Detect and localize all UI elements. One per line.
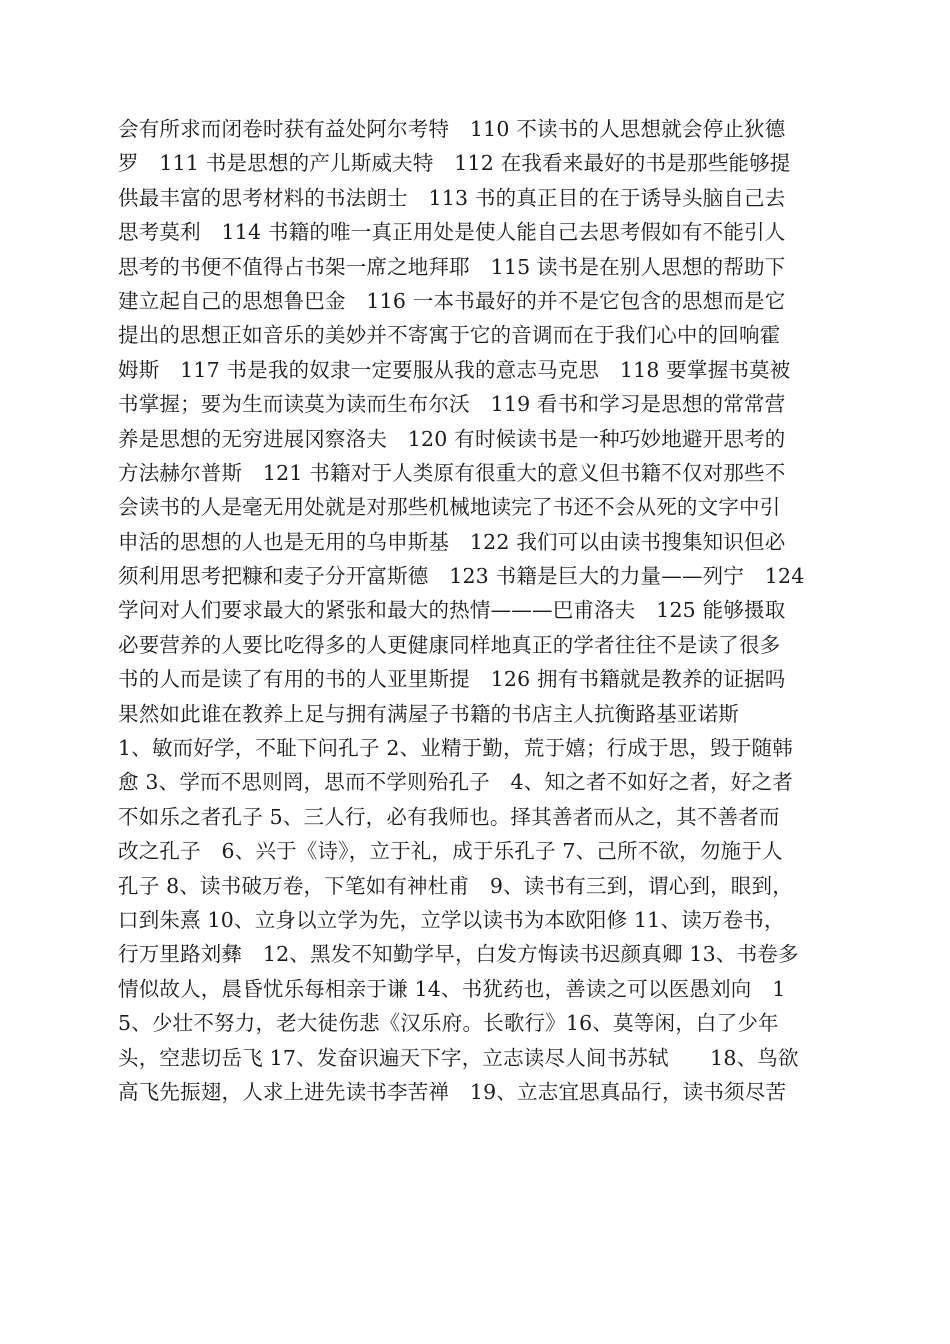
- text-line: 1、敏而好学，不耻下问孔子 2、业精于勤，荒于嬉；行成于思，毁于随韩: [118, 736, 793, 761]
- text-line: 必要营养的人要比吃得多的人更健康同样地真正的学者往往不是读了很多: [118, 632, 781, 657]
- text-line: 供最丰富的思考材料的书法朗士 113 书的真正目的在于诱导头脑自己去: [118, 185, 786, 210]
- text-line: 不如乐之者孔子 5、三人行，必有我师也。择其善者而从之，其不善者而: [118, 804, 780, 829]
- text-line: 思考莫利 114 书籍的唯一真正用处是使人能自己去思考假如有不能引人: [118, 220, 786, 245]
- text-line: 5、少壮不努力，老大徒伤悲《汉乐府。长歌行》16、莫等闲，白了少年: [118, 1011, 779, 1036]
- text-line: 姆斯 117 书是我的奴隶一定要服从我的意志马克思 118 要掌握书莫被: [118, 357, 791, 382]
- text-line: 建立起自己的思想鲁巴金 116 一本书最好的并不是它包含的思想而是它: [118, 288, 786, 313]
- text-line: 方法赫尔普斯 121 书籍对于人类原有很重大的意义但书籍不仅对那些不: [118, 460, 786, 485]
- text-line: 学问对人们要求最大的紧张和最大的热情———巴甫洛夫 125 能够摄取: [118, 598, 786, 623]
- text-line: 行万里路刘彝 12、黑发不知勤学早，白发方悔读书迟颜真卿 13、书卷多: [118, 942, 799, 967]
- text-line: 改之孔子 6、兴于《诗》，立于礼，成于乐孔子 7、己所不欲，勿施于人: [118, 839, 783, 864]
- text-line: 养是思想的无穷进展冈察洛夫 120 有时候读书是一种巧妙地避开思考的: [118, 426, 786, 451]
- text-line: 果然如此谁在教养上足与拥有满屋子书籍的书店主人抗衡路基亚诺斯: [118, 701, 739, 726]
- text-line: 申活的思想的人也是无用的乌申斯基 122 我们可以由读书搜集知识但必: [118, 529, 786, 554]
- text-line: 会读书的人是毫无用处就是对那些机械地读完了书还不会从死的文字中引: [118, 495, 781, 520]
- body-text: [118, 112, 838, 1109]
- text-line: 提出的思想正如音乐的美妙并不寄寓于它的音调而在于我们心中的回响霍: [118, 323, 781, 348]
- text-line: 愈 3、学而不思则罔，思而不学则殆孔子 4、知之者不如好之者，好之者: [118, 770, 793, 795]
- text-line: 口到朱熹 10、立身以立学为先，立学以读书为本欧阳修 11、读万卷书，: [118, 907, 785, 932]
- text-line: 思考的书便不值得占书架一席之地拜耶 115 读书是在别人思想的帮助下: [118, 254, 786, 279]
- text-line: 会有所求而闭卷时获有益处阿尔考特 110 不读书的人思想就会停止狄德: [118, 117, 786, 141]
- text-line: 高飞先振翅，人求上进先读书李苦禅 19、立志宜思真品行，读书须尽苦: [118, 1079, 787, 1104]
- text-line: 头，空悲切岳飞 17、发奋识遍天下字，立志读尽人间书苏轼 18、鸟欲: [118, 1045, 799, 1070]
- text-line: 情似故人，晨昏忧乐每相亲于谦 14、书犹药也，善读之可以医愚刘向 1: [118, 976, 786, 1001]
- text-line: 书掌握；要为生而读莫为读而生布尔沃 119 看书和学习是思想的常常营: [118, 392, 786, 417]
- text-line: 罗 111 书是思想的产儿斯威夫特 112 在我看来最好的书是那些能够提: [118, 151, 791, 176]
- text-line: 孔子 8、读书破万卷，下笔如有神杜甫 9、读书有三到，谓心到，眼到，: [118, 873, 793, 898]
- text-line: 书的人而是读了有用的书的人亚里斯提 126 拥有书籍就是教养的证据吗: [118, 667, 786, 692]
- text-line: 须利用思考把糠和麦子分开富斯德 123 书籍是巨大的力量——列宁 124: [118, 564, 805, 589]
